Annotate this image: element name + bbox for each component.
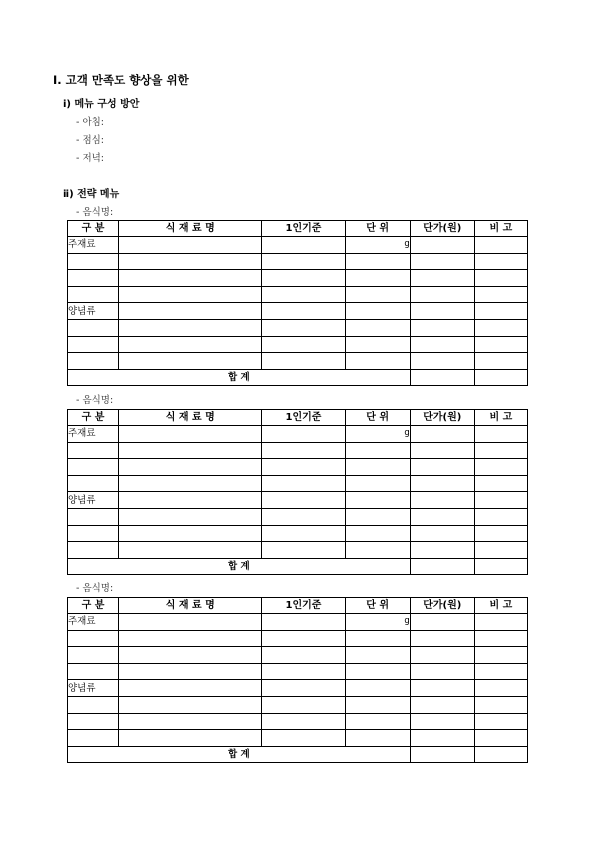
table-row [68, 426, 528, 443]
table-row [68, 680, 528, 697]
category-cell: 양념류 [68, 492, 119, 509]
section2-title: ⅱ) 전략 메뉴 [63, 189, 120, 200]
table-row [68, 663, 528, 680]
table-row [68, 475, 528, 492]
header-per-person: 1인기준 [262, 598, 345, 614]
lunch-item: - 점심: [76, 135, 105, 146]
total-label: 합 계 [68, 558, 411, 575]
category-cell: 양념류 [68, 303, 119, 320]
table-row [68, 630, 528, 647]
header-ingredient-name: 식 재 료 명 [119, 221, 262, 237]
header-category: 구 분 [68, 598, 119, 614]
table-row [68, 730, 528, 747]
header-category: 구 분 [68, 221, 119, 237]
header-remarks: 비 고 [474, 221, 527, 237]
unit-cell: g [345, 614, 410, 631]
header-remarks: 비 고 [474, 598, 527, 614]
category-cell: 주재료 [68, 237, 119, 254]
ingredient-table [67, 597, 528, 763]
header-ingredient-name: 식 재 료 명 [119, 410, 262, 426]
header-unit: 단 위 [345, 410, 410, 426]
header-unit-price: 단가(원) [410, 410, 474, 426]
page-heading: Ⅰ. 고객 만족도 향상을 위한 [53, 73, 189, 87]
breakfast-item: - 아침: [76, 117, 105, 128]
table-row [68, 647, 528, 664]
total-row [68, 558, 528, 575]
table-row [68, 253, 528, 270]
total-row [68, 746, 528, 763]
ingredient-table [67, 220, 528, 386]
category-cell: 주재료 [68, 426, 119, 443]
total-label: 합 계 [68, 369, 411, 386]
ingredient-table [67, 409, 528, 575]
dinner-item: - 저녁: [76, 153, 105, 164]
unit-cell: g [345, 237, 410, 254]
header-per-person: 1인기준 [262, 221, 345, 237]
header-per-person: 1인기준 [262, 410, 345, 426]
category-cell: 양념류 [68, 680, 119, 697]
table-row [68, 442, 528, 459]
category-cell: 주재료 [68, 614, 119, 631]
header-remarks: 비 고 [474, 410, 527, 426]
table-row [68, 237, 528, 254]
table-row [68, 336, 528, 353]
table-header-row [68, 598, 528, 614]
header-unit-price: 단가(원) [410, 598, 474, 614]
header-unit: 단 위 [345, 221, 410, 237]
table-row [68, 614, 528, 631]
header-unit: 단 위 [345, 598, 410, 614]
section1-title: ⅰ) 메뉴 구성 방안 [63, 99, 140, 110]
table-row [68, 459, 528, 476]
total-row [68, 369, 528, 386]
table-row [68, 713, 528, 730]
header-category: 구 분 [68, 410, 119, 426]
header-unit-price: 단가(원) [410, 221, 474, 237]
table-row [68, 319, 528, 336]
table-row [68, 508, 528, 525]
table-header-row [68, 410, 528, 426]
menu-name-label: - 음식명: [76, 207, 114, 218]
unit-cell: g [345, 426, 410, 443]
menu-name-label: - 음식명: [76, 583, 114, 594]
table-row [68, 353, 528, 370]
table-row [68, 525, 528, 542]
table-header-row [68, 221, 528, 237]
table-row [68, 492, 528, 509]
header-ingredient-name: 식 재 료 명 [119, 598, 262, 614]
table-row [68, 696, 528, 713]
table-row [68, 270, 528, 287]
table-row [68, 542, 528, 559]
table-row [68, 286, 528, 303]
table-row [68, 303, 528, 320]
total-label: 합 계 [68, 746, 411, 763]
menu-name-label: - 음식명: [76, 395, 114, 406]
